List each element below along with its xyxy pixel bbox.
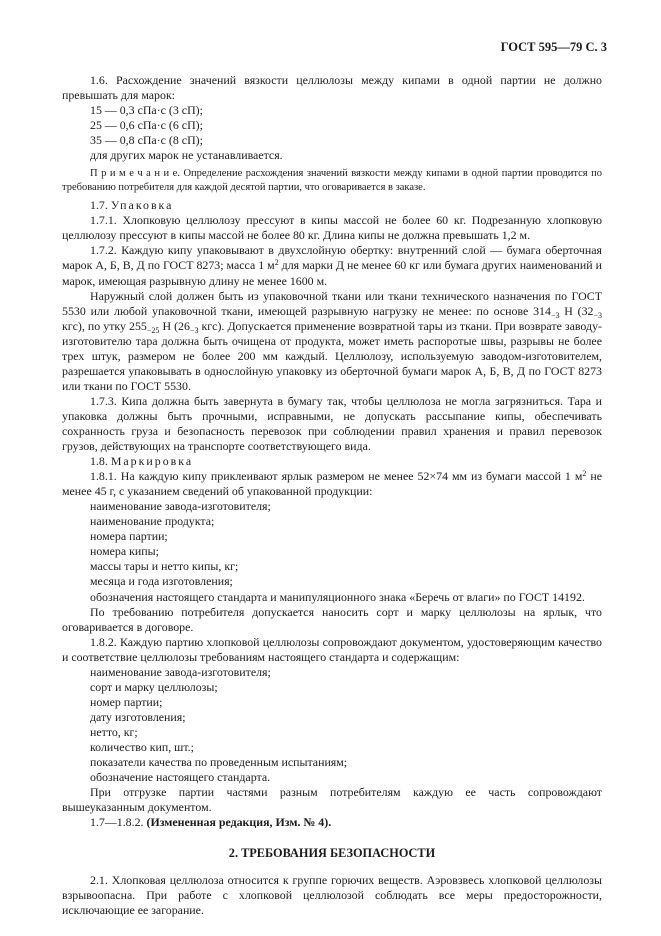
list-item: номера кипы;	[90, 544, 159, 559]
paragraph-label: По требованию потребителя допускается наносить сорт и марку целлюлозы на ярлык, что оговаривается в договоре.	[62, 604, 602, 634]
list-item: наименование продукта;	[90, 514, 215, 529]
list-item: месяца и года изготовления;	[90, 574, 233, 589]
heading-number: 1.8.	[90, 454, 111, 469]
list-item: обозначение настоящего стандарта.	[90, 770, 271, 785]
subscript: −25	[146, 325, 160, 335]
revision-note	[62, 815, 602, 830]
list-item: показатели качества по проведенным испытаниям;	[90, 755, 348, 770]
note	[62, 167, 602, 195]
paragraph-1-8-1	[62, 469, 602, 499]
text-part: Н (32	[559, 303, 594, 318]
subscript: −3	[593, 310, 602, 320]
paragraph-shipment: При отгрузке партии частями разным потребителям каждую ее часть сопровождают вышеуказанным документом.	[62, 785, 602, 815]
superscript: 2	[582, 469, 587, 479]
paragraph-1-7-2	[62, 243, 602, 288]
note-text: Определение расхождения значений вязкости между кипами в одной партии проводится по требованию потребителя для каждой десятой партии, что оговаривается в заказе.	[62, 168, 603, 194]
heading-number: 1.7.	[90, 198, 111, 213]
list-item: номер партии;	[90, 694, 163, 709]
list-item: наименование завода-изготовителя;	[90, 499, 271, 514]
subscript: −3	[550, 310, 560, 320]
paragraph-2-1: 2.1. Хлопковая целлюлоза относится к группе горючих веществ. Аэровзвесь хлопковой целлюлозы взрывоопасна. При работе с хлопковой целлюлозой соблюдать все меры предосторожности, исключающие ее загорание.	[62, 873, 602, 918]
text-part: не менее 45 г, с указанием сведений об упакованной продукции:	[62, 469, 602, 499]
superscript: 2	[274, 258, 279, 268]
text-part: Н (26	[159, 318, 190, 333]
list-item: нетто, кг;	[90, 724, 138, 739]
viscosity-other: для других марок не устанавливается.	[90, 148, 283, 163]
list-item: сорт и марку целлюлозы;	[90, 679, 218, 694]
list-item: дату изготовления;	[90, 709, 186, 724]
section-2-title: 2. ТРЕБОВАНИЯ БЕЗОПАСНОСТИ	[228, 846, 436, 861]
paragraph-outer-layer	[62, 289, 602, 394]
list-item: массы тары и нетто кипы, кг;	[90, 559, 239, 574]
text-part: кгс). Допускается применение возвратной тары из ткани. При возврате заводу-изготовителю тара должна быть очищена от продукта, может иметь распоротые швы, разрывы не более трех штук, размером не более 200 мм каждый. Целлюлозу, используемую заводом-изготовителем, разрешается упаковывать в однослойную упаковку из оберточной бумаги марок А, Б, В, Д по ГОСТ 8273 или ткани по ГОСТ 5530.	[62, 318, 602, 393]
text-part: 1.8.1. На каждую кипу приклеивают ярлык размером не менее 52×74 мм из бумаги массой 1 м	[90, 469, 583, 484]
paragraph-1-7-3: 1.7.3. Кипа должна быть завернута в бумагу так, чтобы целлюлоза не могла загрязниться. Тара и упаковка должны быть прочными, исправными, не допускать рассыпание кипы, обеспечивать сохранность груза и безопасность перевозок при соблюдении правил хранения и правил перевозок грузов, действующих на транспорте соответствующего вида.	[62, 393, 602, 454]
text-part: кгс), по утку 255	[62, 318, 147, 333]
list-item: номера партии;	[90, 529, 168, 544]
list-item: наименование завода-изготовителя;	[90, 664, 271, 679]
heading-word: Маркировка	[110, 454, 194, 469]
list-item: количество кип, шт.;	[90, 739, 194, 754]
list-item: обозначения настоящего стандарта и манипуляционного знака «Беречь от влаги» по ГОСТ 14192.	[90, 589, 585, 604]
text-part: для марки Д не менее 60 кг или бумага других наименований и марок, имеющая разрывную длину не менее 1600 м.	[62, 258, 602, 288]
text-part: 1.7.2. Каждую кипу упаковывают в двухслойную обертку: внутренний слой — бумага оберточная марок А, Б, В, Д по ГОСТ 8273; масса 1 м	[62, 243, 602, 273]
heading-1-8	[62, 454, 602, 469]
subscript: −3	[189, 325, 199, 335]
text-part: Наружный слой должен быть из упаковочной ткани или ткани технического назначения по ГОСТ 5530 или любой упаковочной ткани, имеющей разрывную нагрузку не менее: по основе 314	[62, 288, 602, 318]
document-body	[62, 73, 602, 918]
heading-word: Упаковка	[110, 198, 174, 213]
heading-1-7	[62, 198, 602, 213]
revision-number: 1.7—1.8.2.	[90, 815, 147, 830]
viscosity-item: 25 — 0,6 сПа·с (6 сП);	[90, 118, 203, 133]
viscosity-item: 35 — 0,8 сПа·с (8 сП);	[90, 133, 203, 148]
paragraph-1-7-1: 1.7.1. Хлопковую целлюлозу прессуют в кипы массой не более 60 кг. Подрезанную хлопковую целлюлозу прессуют в кипы массой не более 80 кг. Длина кипы не должна превышать 1,2 м.	[62, 213, 602, 243]
revision-text: (Измененная редакция, Изм. № 4).	[146, 815, 332, 830]
paragraph-1-8-2: 1.8.2. Каждую партию хлопковой целлюлозы сопровождают документом, удостоверяющим качество и соответствие целлюлозы требованиям настоящего стандарта и содержащим:	[62, 634, 602, 664]
viscosity-item: 15 — 0,3 сПа·с (3 сП);	[90, 103, 203, 118]
paragraph-1-6: 1.6. Расхождение значений вязкости целлюлозы между кипами в одной партии не должно превышать для марок:	[62, 73, 602, 103]
note-lead: П р и м е ч а н и е.	[90, 168, 180, 180]
page-header: ГОСТ 595—79 С. 3	[500, 40, 607, 54]
